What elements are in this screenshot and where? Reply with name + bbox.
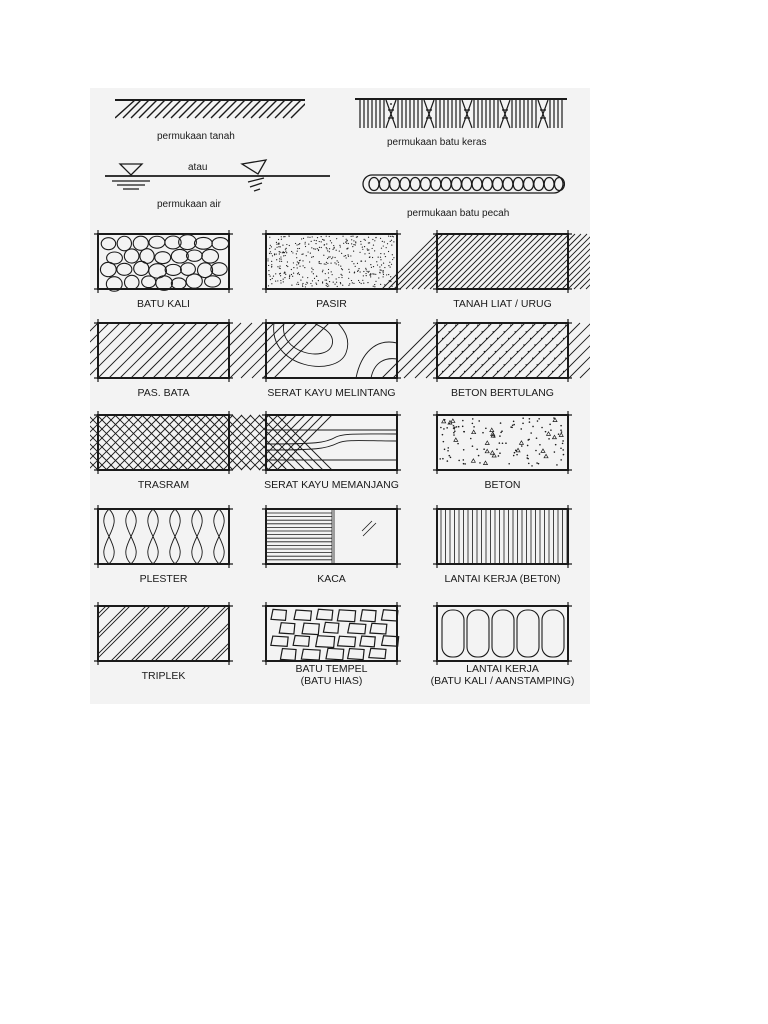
material-boxes [90, 230, 590, 665]
caption-pasir [316, 298, 347, 310]
caption-trasram [138, 479, 189, 491]
caption-line: BATU KALI [137, 298, 190, 310]
caption-line: LANTAI KERJA [466, 663, 539, 675]
caption-triplek [142, 670, 186, 682]
caption-line: SERAT KAYU MEMANJANG [264, 479, 399, 491]
caption-line: KACA [317, 573, 346, 585]
caption-line: TRIPLEK [141, 670, 186, 682]
caption-beton-bertulang [451, 387, 554, 399]
caption-line: SERAT KAYU MELINTANG [267, 387, 396, 399]
caption-line-2: (BATU HIAS) [300, 675, 363, 688]
caption-line: TRASRAM [137, 479, 190, 491]
caption-plester [140, 573, 188, 585]
caption-line: LANTAI KERJA (BET0N) [444, 573, 561, 585]
caption-line: BETON BERTULANG [451, 387, 554, 399]
caption-serat-kayu-melintang [267, 387, 395, 399]
caption-line-2: (BATU KALI / AANSTAMPING) [430, 675, 575, 688]
caption-tanah-liat [453, 298, 552, 310]
caption-line: PASIR [316, 298, 347, 310]
ground-surface-symbol [115, 100, 309, 118]
label-ground-surface: permukaan tanah [157, 131, 235, 142]
caption-serat-kayu-memanjang [264, 479, 399, 491]
box-tanah-liat [382, 230, 590, 293]
box-trasram [90, 411, 332, 474]
box-serat-kayu-melintang [262, 319, 401, 382]
caption-line: BATU TEMPEL [295, 663, 368, 675]
label-or: atau [188, 162, 208, 173]
label-water-surface: permukaan air [157, 199, 221, 210]
legend-sheet [90, 88, 590, 704]
caption-kaca [317, 573, 346, 585]
caption-line: PLESTER [139, 573, 188, 585]
water-surface-symbol [105, 160, 330, 191]
box-beton-bertulang [382, 319, 590, 382]
caption-pas-bata [138, 387, 190, 399]
box-plester [94, 505, 233, 568]
caption-batu-tempel [296, 663, 368, 687]
hard-rock-surface-symbol [355, 99, 567, 128]
caption-line: PAS. BATA [137, 387, 190, 399]
caption-lantai-kerja-beton [445, 573, 561, 585]
broken-stone-surface-symbol [363, 175, 564, 193]
box-kaca [262, 505, 401, 568]
box-beton [433, 411, 572, 474]
box-batu-tempel [262, 602, 401, 665]
caption-lantai-kerja-batu-kali [431, 663, 575, 687]
label-broken-stone-surface: permukaan batu pecah [407, 208, 510, 219]
label-hard-rock-surface: permukaan batu keras [387, 137, 487, 148]
box-lantai-kerja-beton [433, 505, 572, 568]
box-pasir [262, 230, 401, 293]
box-pas-bata [90, 319, 329, 382]
caption-line: BETON [484, 479, 521, 491]
caption-beton [485, 479, 521, 491]
box-lantai-kerja-batu-kali [433, 602, 572, 665]
box-triplek [90, 602, 270, 665]
caption-line: TANAH LIAT / URUG [453, 298, 552, 310]
box-batu-kali [94, 230, 233, 293]
caption-batu-kali [137, 298, 190, 310]
